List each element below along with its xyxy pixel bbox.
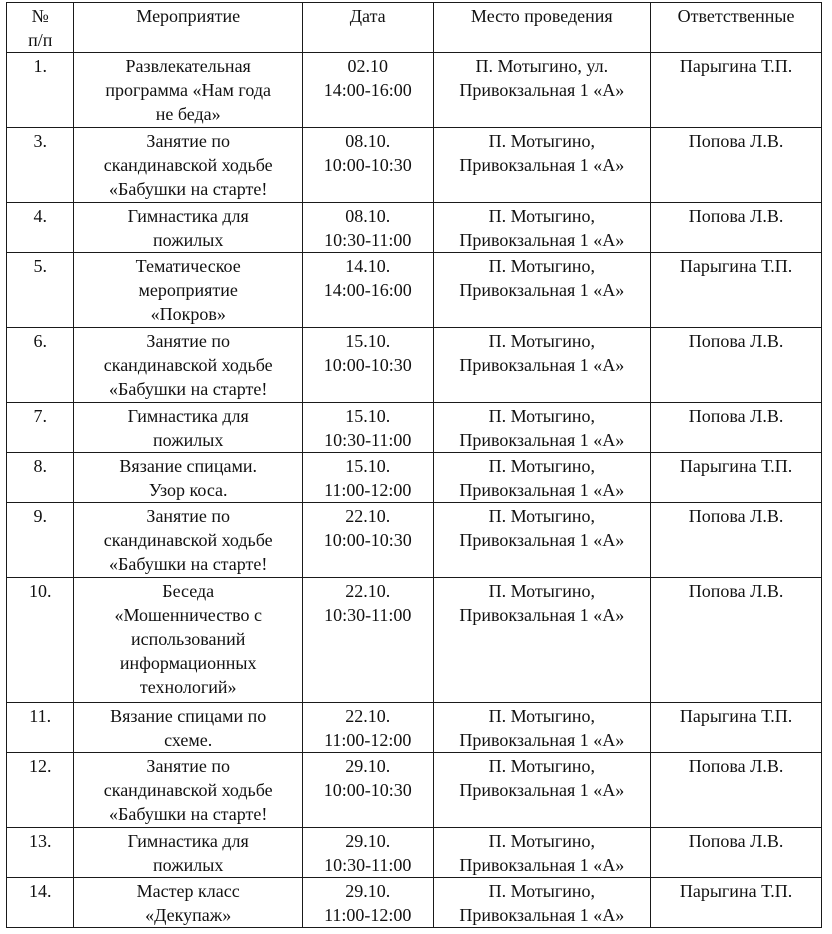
row-event: Гимнастика для пожилых (74, 403, 303, 453)
table-row (7, 453, 822, 503)
row-date: 15.10. 11:00-12:00 (302, 453, 433, 503)
row-place: П. Мотыгино, Привокзальная 1 «А» (433, 703, 651, 753)
table-header-row (7, 3, 822, 53)
row-place: П. Мотыгино, Привокзальная 1 «А» (433, 328, 651, 403)
row-number: 1. (7, 53, 74, 128)
row-number: 14. (7, 878, 74, 928)
row-responsible: Парыгина Т.П. (651, 253, 822, 328)
row-responsible: Попова Л.В. (651, 753, 822, 828)
row-date: 15.10. 10:00-10:30 (302, 328, 433, 403)
row-date: 08.10. 10:30-11:00 (302, 203, 433, 253)
row-event: Гимнастика для пожилых (74, 828, 303, 878)
table-row (7, 253, 822, 328)
header-number: № п/п (7, 3, 74, 53)
row-place: П. Мотыгино, ул. Привокзальная 1 «А» (433, 53, 651, 128)
row-responsible: Попова Л.В. (651, 578, 822, 703)
row-event: Занятие по скандинавской ходьбе «Бабушки на старте! (74, 128, 303, 203)
row-place: П. Мотыгино, Привокзальная 1 «А» (433, 403, 651, 453)
row-place: П. Мотыгино, Привокзальная 1 «А» (433, 128, 651, 203)
row-responsible: Попова Л.В. (651, 128, 822, 203)
row-place: П. Мотыгино, Привокзальная 1 «А» (433, 503, 651, 578)
row-place: П. Мотыгино, Привокзальная 1 «А» (433, 878, 651, 928)
row-event: Тематическое мероприятие «Покров» (74, 253, 303, 328)
header-date: Дата (302, 3, 433, 53)
row-place: П. Мотыгино, Привокзальная 1 «А» (433, 578, 651, 703)
row-event: Беседа «Мошенничество с использований информационных технологий» (74, 578, 303, 703)
row-place: П. Мотыгино, Привокзальная 1 «А» (433, 828, 651, 878)
row-number: 9. (7, 503, 74, 578)
table-row (7, 328, 822, 403)
row-date: 14.10. 14:00-16:00 (302, 253, 433, 328)
row-number: 3. (7, 128, 74, 203)
row-responsible: Попова Л.В. (651, 203, 822, 253)
table-row (7, 828, 822, 878)
row-event: Гимнастика для пожилых (74, 203, 303, 253)
table-row (7, 203, 822, 253)
row-date: 08.10. 10:00-10:30 (302, 128, 433, 203)
table-row (7, 128, 822, 203)
row-event: Вязание спицами по схеме. (74, 703, 303, 753)
row-number: 12. (7, 753, 74, 828)
row-number: 4. (7, 203, 74, 253)
row-number: 10. (7, 578, 74, 703)
row-date: 22.10. 11:00-12:00 (302, 703, 433, 753)
table-row (7, 878, 822, 928)
row-date: 02.10 14:00-16:00 (302, 53, 433, 128)
header-responsible: Ответственные (651, 3, 822, 53)
row-responsible: Попова Л.В. (651, 328, 822, 403)
row-event: Занятие по скандинавской ходьбе «Бабушки на старте! (74, 753, 303, 828)
row-responsible: Попова Л.В. (651, 503, 822, 578)
row-responsible: Парыгина Т.П. (651, 53, 822, 128)
row-number: 6. (7, 328, 74, 403)
table-row (7, 53, 822, 128)
row-place: П. Мотыгино, Привокзальная 1 «А» (433, 203, 651, 253)
row-date: 29.10. 10:00-10:30 (302, 753, 433, 828)
row-responsible: Парыгина Т.П. (651, 453, 822, 503)
row-responsible: Попова Л.В. (651, 403, 822, 453)
row-number: 5. (7, 253, 74, 328)
events-schedule-table (6, 2, 822, 928)
row-date: 22.10. 10:00-10:30 (302, 503, 433, 578)
row-place: П. Мотыгино, Привокзальная 1 «А» (433, 453, 651, 503)
row-date: 29.10. 11:00-12:00 (302, 878, 433, 928)
row-number: 13. (7, 828, 74, 878)
table-row (7, 578, 822, 703)
row-event: Занятие по скандинавской ходьбе «Бабушки на старте! (74, 503, 303, 578)
table-row (7, 503, 822, 578)
row-event: Вязание спицами. Узор коса. (74, 453, 303, 503)
row-event: Развлекательная программа «Нам года не беда» (74, 53, 303, 128)
row-date: 15.10. 10:30-11:00 (302, 403, 433, 453)
header-event: Мероприятие (74, 3, 303, 53)
row-event: Мастер класс «Декупаж» (74, 878, 303, 928)
row-place: П. Мотыгино, Привокзальная 1 «А» (433, 253, 651, 328)
row-number: 8. (7, 453, 74, 503)
row-responsible: Парыгина Т.П. (651, 703, 822, 753)
row-date: 29.10. 10:30-11:00 (302, 828, 433, 878)
row-place: П. Мотыгино, Привокзальная 1 «А» (433, 753, 651, 828)
row-number: 11. (7, 703, 74, 753)
row-event: Занятие по скандинавской ходьбе «Бабушки на старте! (74, 328, 303, 403)
row-responsible: Попова Л.В. (651, 828, 822, 878)
table-row (7, 403, 822, 453)
row-responsible: Парыгина Т.П. (651, 878, 822, 928)
table-row (7, 753, 822, 828)
row-date: 22.10. 10:30-11:00 (302, 578, 433, 703)
row-number: 7. (7, 403, 74, 453)
header-place: Место проведения (433, 3, 651, 53)
table-row (7, 703, 822, 753)
